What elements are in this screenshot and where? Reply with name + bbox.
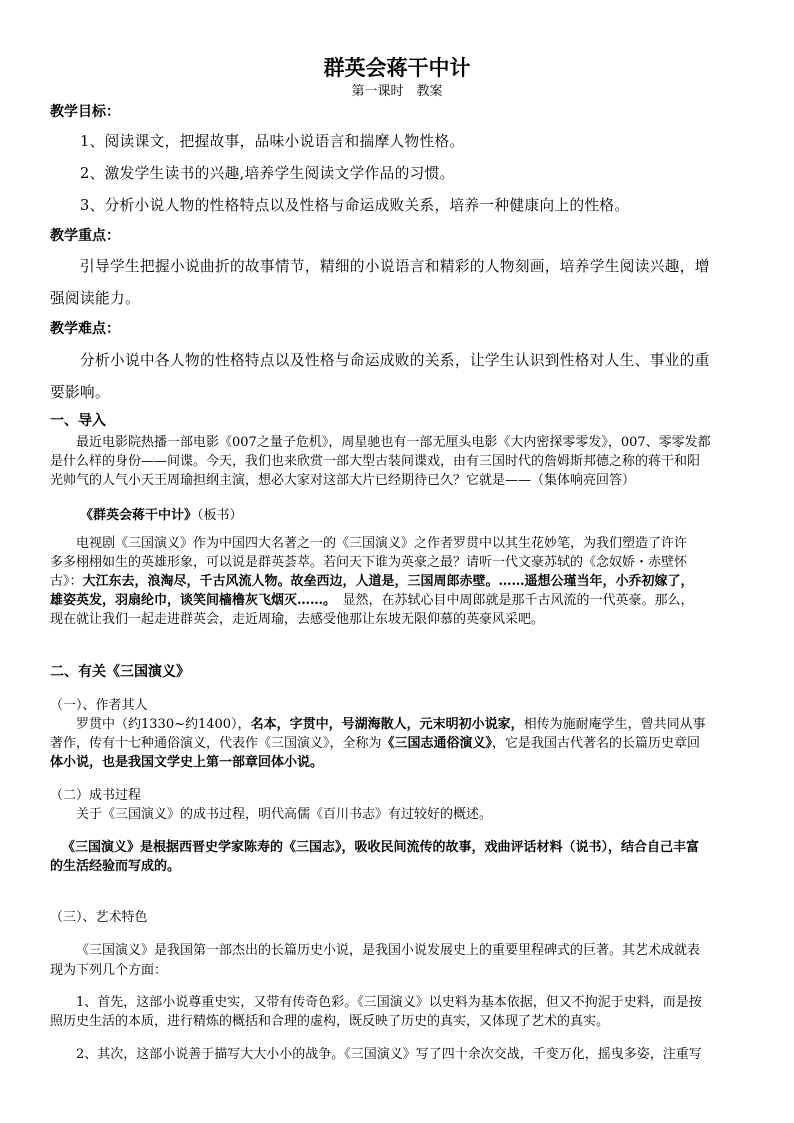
intro-heading: 一、导入 xyxy=(50,413,106,429)
author-text-bold: 《三国志通俗演义》 xyxy=(381,736,493,751)
intro-text: 光帅气的人气小天王周瑜担纲主演，想必大家对这部大片已经期待已久？它就是——（集体响亮回答） xyxy=(50,473,636,488)
intro-paragraph-text: 显然，在苏轼心目中周郎就是那千古风流的一代英豪。那么， xyxy=(342,593,694,608)
author-text-part: 罗贯中（约1330~约1400）， xyxy=(76,717,251,732)
art-point-1: 照历史生活的本质，进行精炼的概括和合理的虚构，既反映了历史的真实，又体现了艺术的真实。 xyxy=(50,1014,610,1029)
goals-heading: 教学目标： xyxy=(50,104,120,120)
intro-text: 最近电影院热播一部电影《007之量子危机》，周星驰也有一部无厘头电影《大内密探零零发》，007、零零发都 xyxy=(76,435,711,450)
art-point-2: 2、其次，这部小说善于描写大大小小的战争。《三国演义》写了四十余次交战，千变万化，摇曳多姿，注重写 xyxy=(76,1047,702,1062)
art-intro: 现为下列几个方面： xyxy=(50,963,168,978)
goal-item: 2、激发学生读书的兴趣,培养学生阅读文学作品的习惯。 xyxy=(80,165,455,182)
process-heading: （二）成书过程 xyxy=(50,788,142,803)
intro-paragraph-2: 现在就让我们一起走进群英会，走近周瑜，去感受他那让东坡无限仰慕的英豪风采吧。 xyxy=(50,612,545,627)
section2-heading: 二、有关《三国演义》 xyxy=(50,664,190,680)
poem-text: 大江东去，浪淘尽，千古风流人物。故垒西边，人道是，三国周郎赤壁。……遥想公瑾当年，小乔初嫁了， xyxy=(82,574,694,589)
poem-source: 古》： xyxy=(50,574,83,589)
board-note: （板书） xyxy=(197,508,243,523)
difficulties-text: 要影响。 xyxy=(50,384,110,401)
author-text-part: 著作，传有十七种通俗演义，代表作《三国演义》，全称为 xyxy=(50,736,382,751)
difficulties-text: 分析小说中各人物的性格特点以及性格与命运成败的关系，让学生认识到性格对人生、事业的重 xyxy=(80,352,710,369)
art-point-1: 1、首先，这部小说尊重史实，又带有传奇色彩。《三国演义》以史料为基本依据，但又不拘泥于史料，而是按 xyxy=(76,995,702,1010)
author-text xyxy=(50,732,700,751)
intro-paragraph-2: 电视剧《三国演义》作为中国四大名著之一的《三国演义》之作者罗贯中以其生花妙笔，为我们塑造了许许 xyxy=(76,536,688,551)
author-text-bold: 名本，字贯中，号湖海散人，元末明初小说家， xyxy=(250,717,524,732)
difficulties-heading: 教学难点： xyxy=(50,321,120,337)
key-points-heading: 教学重点： xyxy=(50,228,120,244)
intro-paragraph-2-poem xyxy=(50,589,694,608)
process-text: 关于《三国演义》的成书过程，明代高儒《百川书志》有过较好的概述。 xyxy=(76,807,493,822)
poem-text: 雄姿英发，羽扇纶巾，谈笑间樯橹灰飞烟灭……。 xyxy=(50,593,330,608)
goal-item: 3、分析小说人物的性格特点以及性格与命运成败关系，培养一种健康向上的性格。 xyxy=(80,197,630,214)
document-title: 群英会蒋干中计 xyxy=(323,56,471,80)
key-points-text: 引导学生把握小说曲折的故事情节，精细的小说语言和精彩的人物刻画，培养学生阅读兴趣，增 xyxy=(80,258,710,275)
author-text-part: ，它是我国古代著名的长篇历史章回 xyxy=(492,736,701,751)
art-heading: （三）、艺术特色 xyxy=(50,910,148,925)
board-line xyxy=(80,504,243,523)
author-text: 体小说，也是我国文学史上第一部章回体小说。 xyxy=(50,755,324,770)
intro-paragraph-2-poem xyxy=(50,570,694,589)
goal-item: 1、阅读课文，把握故事，品味小说语言和揣摩人物性格。 xyxy=(80,133,465,150)
author-text xyxy=(76,713,706,732)
author-heading: （一）、作者其人 xyxy=(50,698,148,713)
intro-text: 是什么样的身份——间谍。今天，我们也来欣赏一部大型古装间谍戏，由有三国时代的詹姆斯邦德之称的蒋干和阳 xyxy=(50,454,701,469)
board-title: 《群英会蒋干中计》 xyxy=(80,508,198,523)
intro-paragraph-2: 多多栩栩如生的英雄形象，可以说是群英荟萃。若问天下谁为英豪之最？请听一代文豪苏轼的《念奴娇・赤壁怀 xyxy=(50,555,688,570)
author-text-part: 相传为施耐庵学生，曾共同从事 xyxy=(523,717,706,732)
key-points-text: 强阅读能力。 xyxy=(50,290,140,307)
process-quote: 《三国演义》是根据西晋史学家陈寿的《三国志》，吸收民间流传的故事，戏曲评话材料（说书），结合自己丰富 xyxy=(62,840,700,855)
document-subtitle: 第一课时 教案 xyxy=(351,84,443,99)
process-quote: 的生活经验而写成的。 xyxy=(50,859,181,874)
art-intro: 《三国演义》是我国第一部杰出的长篇历史小说，是我国小说发展史上的重要里程碑式的巨著。其艺术成就表 xyxy=(76,943,701,958)
